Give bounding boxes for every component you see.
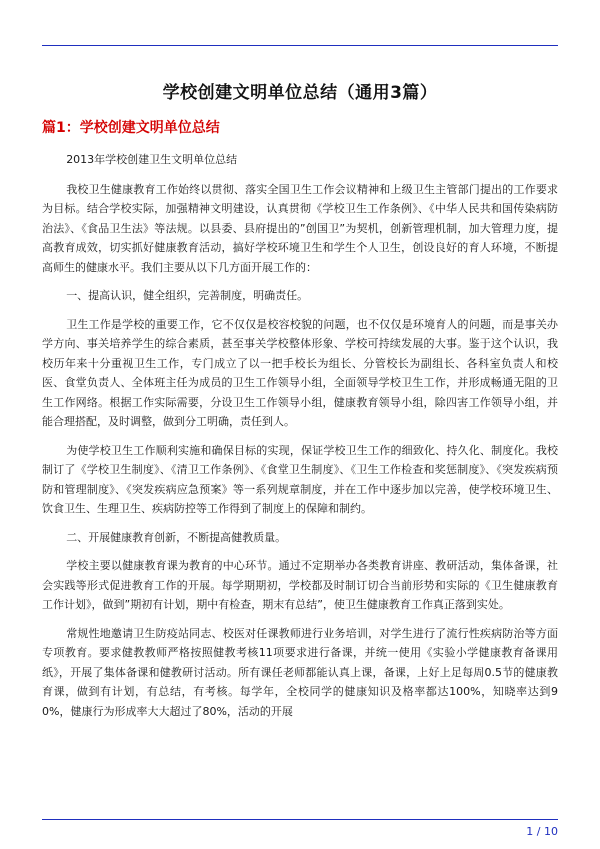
page-number: 1 / 10	[526, 825, 558, 838]
body-heading-1: 一、提高认识，健全组织，完善制度，明确责任。	[66, 289, 309, 302]
header-rule	[42, 45, 558, 46]
body-paragraph: 为使学校卫生工作顺利实施和确保目标的实现，保证学校卫生工作的细致化、持久化、制度化。我校制订了《学校卫生制度》、《清卫工作条例》、《食堂卫生制度》、《卫生工作检查和奖惩制度》、《突发疾病预防和管理制度》、《突发疾病应急预案》等一系列规章制度，并在工作中逐步加以完善，使学校环境卫生、饮食卫生、生理卫生、疾病防控等工作得到了制度上的保障和制约。	[42, 443, 558, 515]
section-heading: 篇1：学校创建文明单位总结	[42, 120, 220, 136]
body-paragraph-subtitle: 2013年学校创建卫生文明单位总结	[66, 153, 238, 166]
footer-rule	[42, 819, 558, 820]
document-body	[42, 150, 558, 730]
body-paragraph: 学校主要以健康教育课为教育的中心环节。通过不定期举办各类教育讲座、教研活动，集体备课，社会实践等形式促进教育工作的开展。每学期期初，学校都及时制订切合当前形势和实际的《卫生健康教育工作计划》，做到”期初有计划，期中有检查，期末有总结”，使卫生健康教育工作真正落到实处。	[42, 559, 558, 611]
body-heading-2: 二、开展健康教育创新，不断提高健教质量。	[66, 530, 287, 544]
body-paragraph: 我校卫生健康教育工作始终以贯彻、落实全国卫生工作会议精神和上级卫生主管部门提出的工作要求为目标。结合学校实际，加强精神文明建设，认真贯彻《学校卫生工作条例》、《中华人民共和国传染病防治法》、《食品卫生法》等法规。以县委、县府提出的”创国卫”为契机，创新管理机制，加大管理力度，提高教育成效，切实抓好健康教育活动，搞好学校环境卫生和学生个人卫生，创设良好的育人环境，不断提高师生的健康水平。我们主要从以下几方面开展工作的：	[42, 182, 558, 274]
body-paragraph: 卫生工作是学校的重要工作，它不仅仅是校容校貌的问题，也不仅仅是环境育人的问题，而是事关办学方向、事关培养学生的综合素质，甚至事关学校整体形象、学校可持续发展的大事。鉴于这个认识，我校历年来十分重视卫生工作，专门成立了以一把手校长为组长、分管校长为副组长、各科室负责人和校医、食堂负责人、全体班主任为成员的卫生工作领导小组，全面领导学校卫生工作，并形成畅通无阻的卫生工作网络。根据工作实际需要，分设卫生工作领导小组，健康教育领导小组，除四害工作领导小组，并能合理搭配，及时调整，做到分工明确，责任到人。	[42, 317, 558, 428]
body-paragraph: 常规性地邀请卫生防疫站同志、校医对任课教师进行业务培训，对学生进行了流行性疾病防治等方面专项教育。要求健教教师严格按照健教考核11项要求进行备课，并统一使用《实验小学健康教育备课用纸》，开展了集体备课和健教研讨活动。所有课任老师都能认真上课，备课，上好上足每周0.5节的健康教育课，做到有计划，有总结，有考核。每学年，全校同学的健康知识及格率都达100%，知晓率达到90%，健康行为形成率大大超过了80%，活动的开展	[42, 626, 558, 718]
document-title: 学校创建文明单位总结（通用3篇）	[162, 83, 438, 103]
